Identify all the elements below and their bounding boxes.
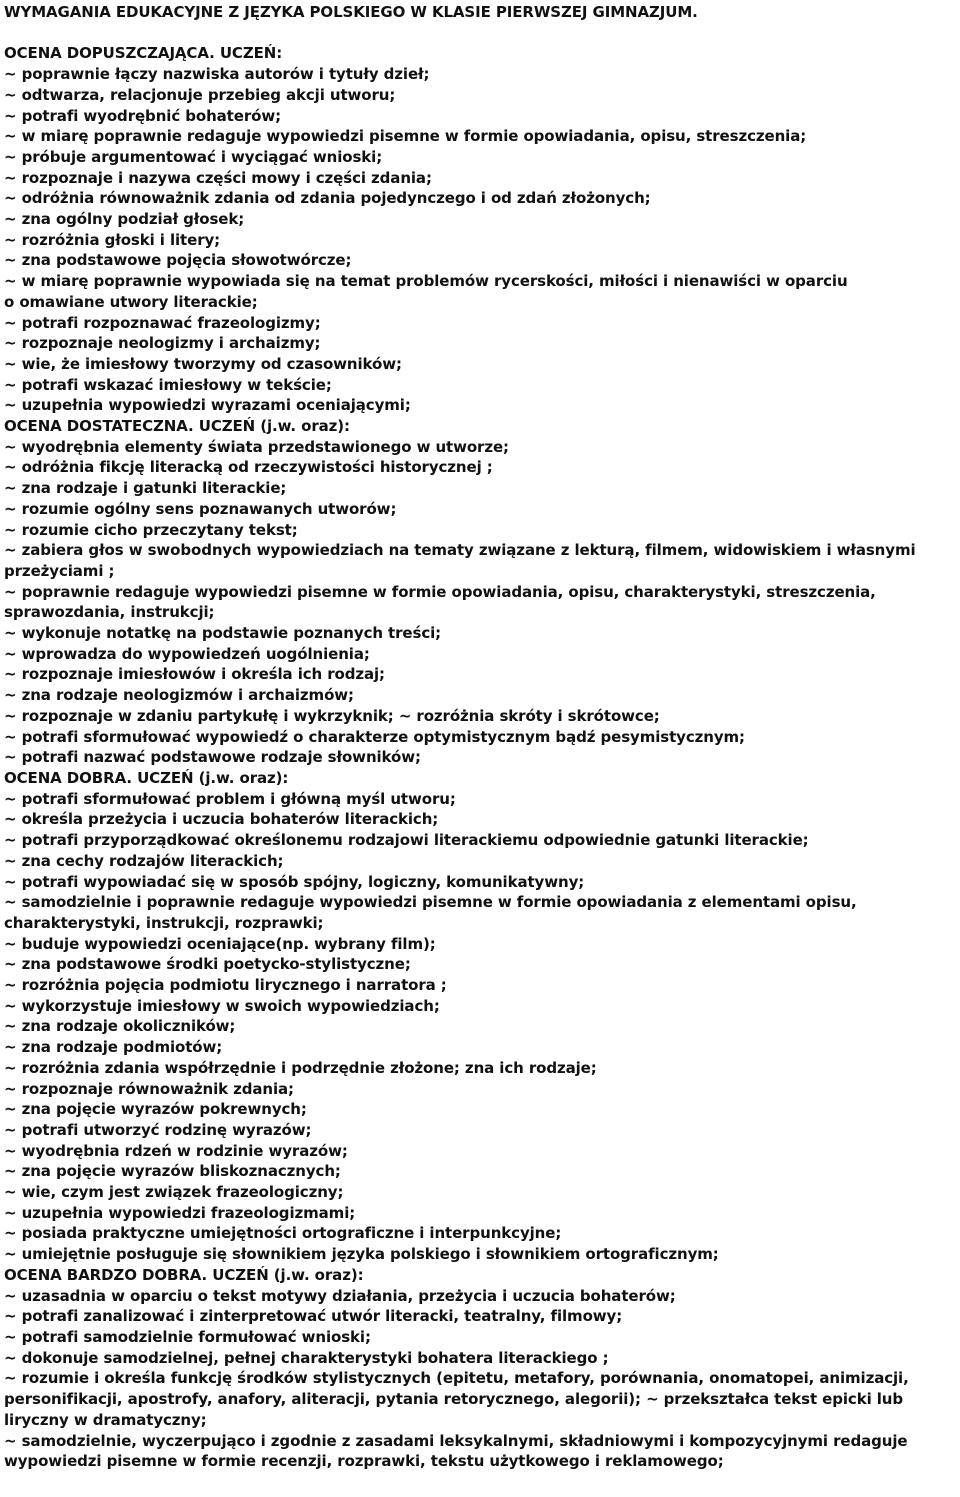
list-item: ~ posiada praktyczne umiejętności ortograficzne i interpunkcyjne; — [4, 1224, 562, 1243]
list-item: ~ umiejętnie posługuje się słownikiem języka polskiego i słownikiem ortograficznym; — [4, 1245, 719, 1264]
list-item: ~ wyodrębnia elementy świata przedstawionego w utworze; — [4, 437, 509, 456]
list-item: ~ potrafi rozpoznawać frazeologizmy; — [4, 313, 321, 332]
list-item: ~ rozumie ogólny sens poznawanych utworów; — [4, 499, 397, 518]
list-item: ~ zna rodzaje i gatunki literackie; — [4, 479, 287, 498]
list-item: ~ rozróżnia głoski i litery; — [4, 230, 221, 249]
list-item: ~ próbuje argumentować i wyciągać wnioski; — [4, 147, 383, 166]
list-item: ~ wykorzystuje imiesłowy w swoich wypowiedziach; — [4, 996, 440, 1015]
list-item: ~ wykonuje notatkę na podstawie poznanych treści; — [4, 624, 442, 643]
list-item: ~ zna rodzaje podmiotów; — [4, 1038, 223, 1057]
list-item: ~ wyodrębnia rdzeń w rodzinie wyrazów; — [4, 1141, 348, 1160]
list-item: ~ rozpoznaje i nazywa części mowy i części zdania; — [4, 168, 432, 187]
list-item: ~ wie, czym jest związek frazeologiczny; — [4, 1183, 344, 1202]
list-item: ~ zna pojęcie wyrazów bliskoznacznych; — [4, 1162, 341, 1181]
list-item: ~ poprawnie łączy nazwiska autorów i tytuły dzieł; — [4, 65, 430, 84]
list-item: ~ zna rodzaje neologizmów i archaizmów; — [4, 686, 354, 705]
list-item: ~ rozpoznaje neologizmy i archaizmy; — [4, 334, 321, 353]
list-item: ~ rozpoznaje w zdaniu partykułę i wykrzyknik; ~ rozróżnia skróty i skrótowce; — [4, 706, 660, 725]
section-bardzo-dobra — [4, 1265, 960, 1472]
list-item: ~ rozpoznaje równoważnik zdania; — [4, 1079, 294, 1098]
list-item: ~ potrafi nazwać podstawowe rodzaje słowników; — [4, 748, 421, 767]
list-item: ~ zna pojęcie wyrazów pokrewnych; — [4, 1100, 307, 1119]
list-item: ~ potrafi wyodrębnić bohaterów; — [4, 106, 281, 125]
section-dobra — [4, 768, 960, 1265]
list-item: ~ odróżnia fikcję literacką od rzeczywistości historycznej ; — [4, 458, 493, 477]
list-item: ~ w miarę poprawnie wypowiada się na temat problemów rycerskości, miłości i nienawiści w oparciu — [4, 272, 848, 291]
section-heading: OCENA DOPUSZCZAJĄCA. UCZEŃ: — [4, 44, 283, 63]
list-item: ~ zna podstawowe pojęcia słowotwórcze; — [4, 251, 352, 270]
section-heading: OCENA BARDZO DOBRA. UCZEŃ (j.w. oraz): — [4, 1265, 364, 1284]
list-item: ~ określa przeżycia i uczucia bohaterów literackich; — [4, 810, 439, 829]
document-title: WYMAGANIA EDUKACYJNE Z JĘZYKA POLSKIEGO W KLASIE PIERWSZEJ GIMNAZJUM. — [4, 3, 698, 21]
list-item: ~ potrafi sformułować problem i główną myśl utworu; — [4, 789, 456, 808]
list-item: ~ rozpoznaje imiesłowów i określa ich rodzaj; — [4, 665, 385, 684]
list-item: ~ potrafi przyporządkować określonemu rodzajowi literackiemu odpowiednie gatunki literackie; — [4, 831, 809, 850]
list-item: ~ odtwarza, relacjonuje przebieg akcji utworu; — [4, 85, 396, 104]
list-item: ~ rozróżnia pojęcia podmiotu lirycznego i narratora ; — [4, 976, 447, 995]
section-heading: OCENA DOBRA. UCZEŃ (j.w. oraz): — [4, 769, 289, 787]
list-item: ~ dokonuje samodzielnej, pełnej charakterystyki bohatera literackiego ; — [4, 1348, 609, 1367]
list-item: ~ odróżnia równoważnik zdania od zdania pojedynczego i od zdań złożonych; — [4, 189, 651, 208]
list-item: ~ rozumie i określa funkcję środków stylistycznych (epitetu, metafory, porównania, onomatopei, animizacji, personifikacji, apostrofy, anafory, aliteracji, pytania retorycznego, alegorii); ~ przekształca tekst epicki lub liryczny w dramatyczny; — [4, 1369, 909, 1429]
section-dostateczna — [4, 416, 960, 768]
list-item: ~ uzasadnia w oparciu o tekst motywy działania, przeżycia i uczucia bohaterów; — [4, 1286, 676, 1305]
section-heading: OCENA DOSTATECZNA. UCZEŃ (j.w. oraz): — [4, 417, 350, 436]
list-item: ~ zna rodzaje okoliczników; — [4, 1017, 236, 1036]
list-item: ~ zna ogólny podział głosek; — [4, 210, 245, 229]
list-item: o omawiane utwory literackie; — [4, 292, 258, 311]
list-item: ~ w miarę poprawnie redaguje wypowiedzi pisemne w formie opowiadania, opisu, streszczenia; — [4, 127, 807, 146]
list-item: ~ uzupełnia wypowiedzi frazeologizmami; — [4, 1203, 356, 1222]
list-item: ~ wie, że imiesłowy tworzymy od czasowników; — [4, 354, 402, 373]
list-item: ~ potrafi samodzielnie formułować wnioski; — [4, 1327, 371, 1346]
list-item: ~ rozumie cicho przeczytany tekst; — [4, 520, 298, 539]
list-item: ~ potrafi sformułować wypowiedź o charakterze optymistycznym bądź pesymistycznym; — [4, 727, 745, 746]
list-item: ~ potrafi utworzyć rodzinę wyrazów; — [4, 1120, 312, 1139]
list-item: ~ potrafi wskazać imiesłowy w tekście; — [4, 375, 332, 394]
list-item: ~ uzupełnia wypowiedzi wyrazami oceniającymi; — [4, 396, 411, 415]
list-item: ~ poprawnie redaguje wypowiedzi pisemne w formie opowiadania, opisu, charakterystyki, streszczenia, sprawozdania, instrukcji; — [4, 582, 876, 622]
list-item: ~ zna podstawowe środki poetycko-stylistyczne; — [4, 955, 411, 974]
list-item: ~ buduje wypowiedzi oceniające(np. wybrany film); — [4, 934, 436, 953]
list-item: ~ samodzielnie i poprawnie redaguje wypowiedzi pisemne w formie opowiadania z elementami opisu, charakterystyki, instrukcji, rozprawki; — [4, 893, 857, 932]
list-item: ~ samodzielnie, wyczerpująco i zgodnie z zasadami leksykalnymi, składniowymi i kompozycyjnymi redaguje wypowiedzi pisemne w formie recenzji, rozprawki, tekstu użytkowego i reklamowego; — [4, 1431, 908, 1471]
list-item: ~ rozróżnia zdania współrzędnie i podrzędnie złożone; zna ich rodzaje; — [4, 1058, 597, 1077]
list-item: ~ zna cechy rodzajów literackich; — [4, 851, 284, 870]
section-dopuszczajaca — [4, 43, 960, 416]
list-item: ~ wprowadza do wypowiedzeń uogólnienia; — [4, 644, 370, 663]
list-item: ~ potrafi zanalizować i zinterpretować utwór literacki, teatralny, filmowy; — [4, 1307, 623, 1326]
list-item: ~ potrafi wypowiadać się w sposób spójny, logiczny, komunikatywny; — [4, 872, 585, 891]
list-item: ~ zabiera głos w swobodnych wypowiedziach na tematy związane z lekturą, filmem, widowiskiem i własnymi przeżyciami ; — [4, 541, 916, 580]
